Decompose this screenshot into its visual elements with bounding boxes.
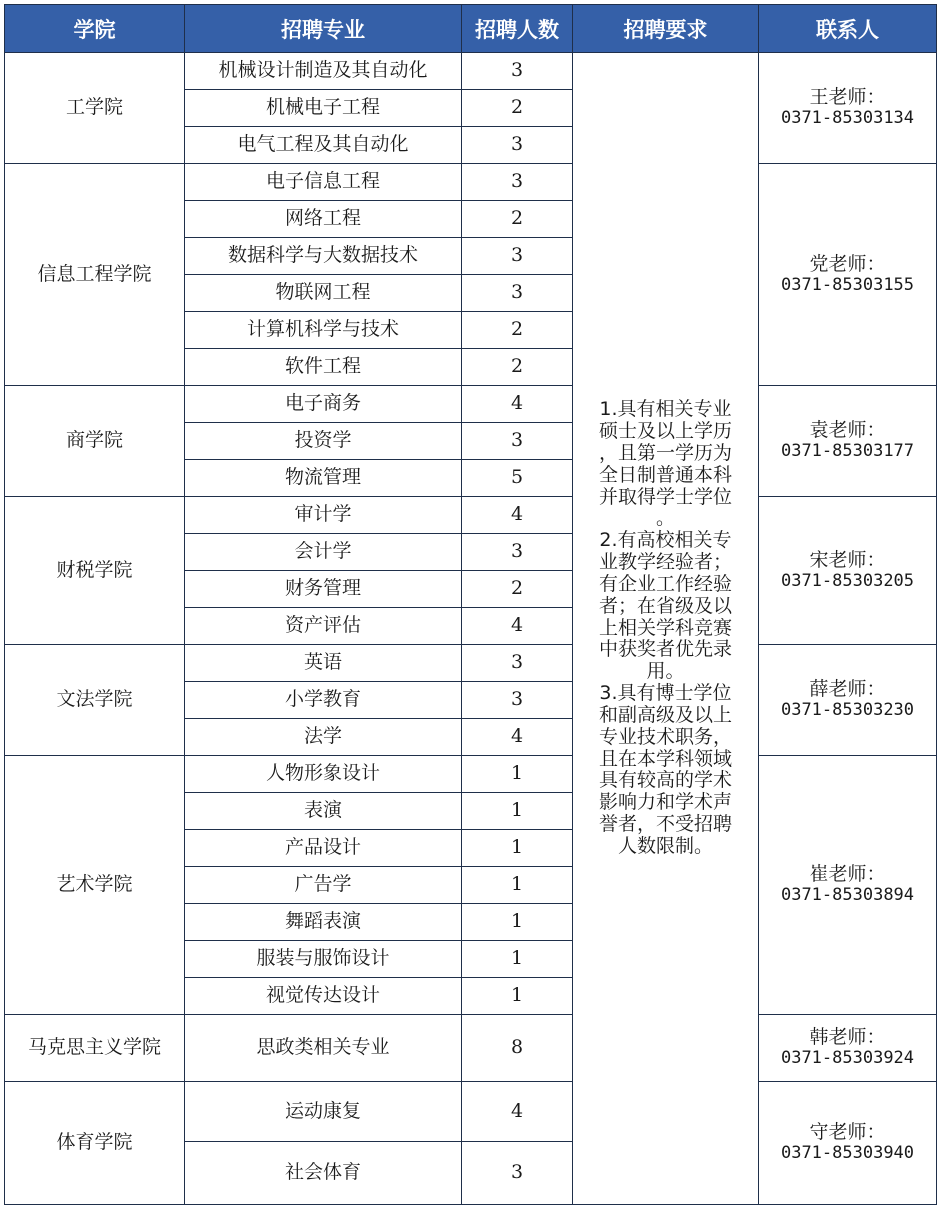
major-name: 舞蹈表演 (185, 904, 462, 941)
contact-cell (759, 756, 937, 1015)
contact-cell (759, 497, 937, 645)
contact-cell (759, 645, 937, 756)
major-name: 会计学 (185, 534, 462, 571)
header-requirements: 招聘要求 (573, 5, 759, 53)
recruitment-table (4, 4, 937, 1205)
contact-phone: 0371-85303894 (780, 885, 915, 906)
hire-count: 3 (462, 682, 573, 719)
major-name: 网络工程 (185, 201, 462, 238)
table-row (5, 1082, 937, 1142)
contact-phone: 0371-85303230 (780, 700, 915, 721)
college-name: 财税学院 (5, 497, 185, 645)
contact-cell (759, 1082, 937, 1205)
contact-name: 守老师： (809, 1121, 886, 1144)
hire-count: 4 (462, 608, 573, 645)
major-name: 物联网工程 (185, 275, 462, 312)
hire-count: 1 (462, 867, 573, 904)
hire-count: 3 (462, 238, 573, 275)
contact-name: 薛老师： (809, 678, 886, 701)
header-count: 招聘人数 (462, 5, 573, 53)
major-name: 机械电子工程 (185, 90, 462, 127)
contact-cell (759, 1015, 937, 1082)
hire-count: 3 (462, 275, 573, 312)
major-name: 英语 (185, 645, 462, 682)
table-row (5, 756, 937, 793)
major-name: 投资学 (185, 423, 462, 460)
contact-name: 王老师： (809, 86, 886, 109)
table-row (5, 497, 937, 534)
recruitment-table-container (4, 4, 936, 1196)
major-name: 资产评估 (185, 608, 462, 645)
hire-count: 2 (462, 571, 573, 608)
major-name: 计算机科学与技术 (185, 312, 462, 349)
major-name: 广告学 (185, 867, 462, 904)
hire-count: 2 (462, 312, 573, 349)
major-name: 法学 (185, 719, 462, 756)
contact-cell (759, 164, 937, 386)
hire-count: 5 (462, 460, 573, 497)
hire-count: 4 (462, 719, 573, 756)
hire-count: 4 (462, 386, 573, 423)
major-name: 财务管理 (185, 571, 462, 608)
major-name: 软件工程 (185, 349, 462, 386)
contact-phone: 0371-85303924 (780, 1048, 915, 1069)
hire-count: 3 (462, 53, 573, 90)
hire-count: 3 (462, 423, 573, 460)
hire-count: 2 (462, 201, 573, 238)
contact-phone: 0371-85303940 (780, 1143, 915, 1164)
hire-count: 8 (462, 1015, 573, 1082)
contact-cell (759, 386, 937, 497)
hire-count: 3 (462, 645, 573, 682)
major-name: 运动康复 (185, 1082, 462, 1142)
hire-count: 3 (462, 534, 573, 571)
college-name: 文法学院 (5, 645, 185, 756)
major-name: 审计学 (185, 497, 462, 534)
college-name: 工学院 (5, 53, 185, 164)
contact-name: 党老师： (809, 252, 886, 275)
major-name: 电气工程及其自动化 (185, 127, 462, 164)
major-name: 电子信息工程 (185, 164, 462, 201)
major-name: 视觉传达设计 (185, 978, 462, 1015)
header-row (5, 5, 937, 53)
hire-count: 1 (462, 941, 573, 978)
hire-count: 1 (462, 904, 573, 941)
contact-name: 袁老师： (809, 419, 886, 442)
table-row (5, 645, 937, 682)
college-name: 信息工程学院 (5, 164, 185, 386)
contact-cell (759, 53, 937, 164)
major-name: 物流管理 (185, 460, 462, 497)
college-name: 商学院 (5, 386, 185, 497)
hire-count: 2 (462, 349, 573, 386)
college-name: 艺术学院 (5, 756, 185, 1015)
hire-count: 3 (462, 1142, 573, 1205)
hire-count: 3 (462, 164, 573, 201)
header-college: 学院 (5, 5, 185, 53)
hire-count: 1 (462, 756, 573, 793)
contact-phone: 0371-85303177 (780, 441, 915, 462)
major-name: 思政类相关专业 (185, 1015, 462, 1082)
hire-count: 1 (462, 793, 573, 830)
contact-phone: 0371-85303134 (780, 108, 915, 129)
major-name: 社会体育 (185, 1142, 462, 1205)
college-name: 马克思主义学院 (5, 1015, 185, 1082)
contact-name: 宋老师： (809, 548, 886, 571)
requirements-text: 1.具有相关专业 硕士及以上学历 ，且第一学历为 全日制普通本科 并取得学士学位 。 2.有高校相关专 业教学经验者； 有企业工作经验 者；在省级及以 上相关学科竞赛 中获奖者优先录 用。 3.具有博士学位 和副高级及以上 专业技术职务， 且在本学科领域 具有较高的学术 影响力和学术声 誉者，不受招聘 人数限制。 (573, 53, 759, 1205)
major-name: 机械设计制造及其自动化 (185, 53, 462, 90)
header-major: 招聘专业 (185, 5, 462, 53)
contact-name: 崔老师： (809, 863, 886, 886)
contact-name: 韩老师： (809, 1026, 886, 1049)
major-name: 电子商务 (185, 386, 462, 423)
major-name: 小学教育 (185, 682, 462, 719)
college-name: 体育学院 (5, 1082, 185, 1205)
table-row (5, 1015, 937, 1082)
table-body (5, 53, 937, 1205)
major-name: 服装与服饰设计 (185, 941, 462, 978)
hire-count: 1 (462, 978, 573, 1015)
hire-count: 3 (462, 127, 573, 164)
table-row (5, 164, 937, 201)
table-row (5, 53, 937, 90)
hire-count: 2 (462, 90, 573, 127)
table-row (5, 386, 937, 423)
hire-count: 4 (462, 497, 573, 534)
contact-phone: 0371-85303205 (780, 570, 915, 591)
major-name: 人物形象设计 (185, 756, 462, 793)
major-name: 表演 (185, 793, 462, 830)
hire-count: 4 (462, 1082, 573, 1142)
hire-count: 1 (462, 830, 573, 867)
header-contact: 联系人 (759, 5, 937, 53)
major-name: 产品设计 (185, 830, 462, 867)
contact-phone: 0371-85303155 (780, 274, 915, 295)
major-name: 数据科学与大数据技术 (185, 238, 462, 275)
